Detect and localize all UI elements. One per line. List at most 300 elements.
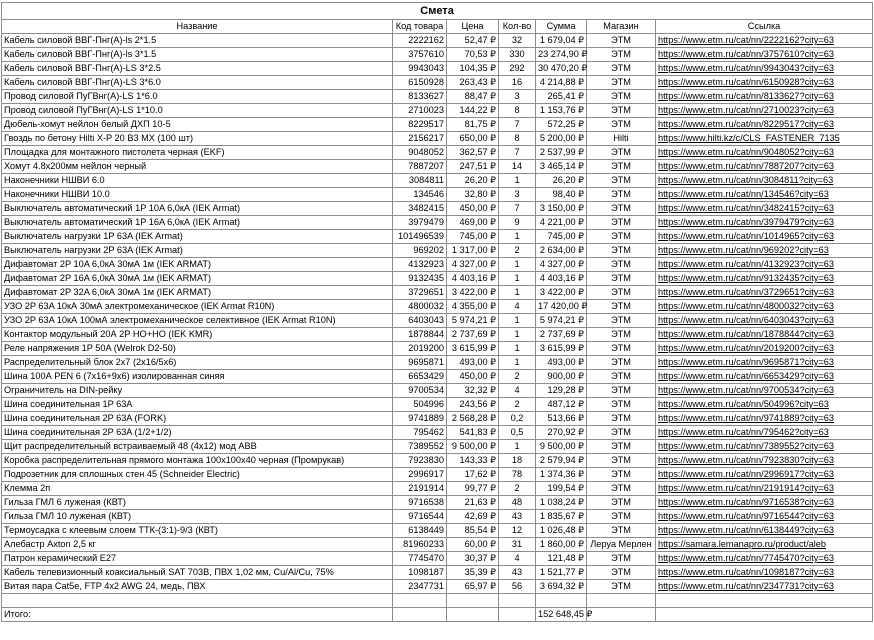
item-shop-cell[interactable]: ЭТМ [587,482,656,496]
item-price-cell[interactable]: 81,75 ₽ [447,118,499,132]
item-qty-cell[interactable]: 2 [499,398,536,412]
item-price-cell[interactable]: 52,47 ₽ [447,34,499,48]
item-price-cell[interactable]: 247,51 ₽ [447,160,499,174]
item-price-cell[interactable]: 70,53 ₽ [447,48,499,62]
item-code-cell[interactable]: 504996 [393,398,447,412]
item-shop-cell[interactable]: ЭТМ [587,272,656,286]
item-shop-cell[interactable]: ЭТМ [587,356,656,370]
item-sum-cell[interactable]: 3 422,00 ₽ [536,286,587,300]
item-price-cell[interactable]: 469,00 ₽ [447,216,499,230]
item-sum-cell[interactable]: 9 500,00 ₽ [536,440,587,454]
item-code-cell[interactable]: 969202 [393,244,447,258]
item-name-cell[interactable]: Площадка для монтажного пистолета черная (EKF) [2,146,393,160]
item-qty-cell[interactable]: 330 [499,48,536,62]
item-sum-cell[interactable]: 17 420,00 ₽ [536,300,587,314]
item-shop-cell[interactable]: ЭТМ [587,370,656,384]
item-price-cell[interactable]: 450,00 ₽ [447,370,499,384]
empty-cell[interactable] [536,594,587,608]
item-qty-cell[interactable]: 56 [499,580,536,594]
item-code-cell[interactable]: 7923830 [393,454,447,468]
item-name-cell[interactable]: Алебастр Axton 2,5 кг [2,538,393,552]
item-name-cell[interactable]: Щит распределительный встраиваемый 48 (4x12) мод ABB [2,440,393,454]
item-price-cell[interactable]: 3 615,99 ₽ [447,342,499,356]
item-qty-cell[interactable]: 1 [499,328,536,342]
item-shop-cell[interactable]: ЭТМ [587,48,656,62]
item-link[interactable]: https://www.etm.ru/cat/nn/3979479?city=63 [656,216,873,230]
item-qty-cell[interactable]: 18 [499,454,536,468]
item-name-cell[interactable]: Выключатель автоматический 1P 10A 6,0кА (IEK Armat) [2,202,393,216]
item-code-cell[interactable]: 134546 [393,188,447,202]
item-shop-cell[interactable]: ЭТМ [587,258,656,272]
item-name-cell[interactable]: Ограничитель на DIN-рейку [2,384,393,398]
item-shop-cell[interactable]: ЭТМ [587,216,656,230]
item-qty-cell[interactable]: 7 [499,118,536,132]
item-shop-cell[interactable]: ЭТМ [587,580,656,594]
item-code-cell[interactable]: 9048052 [393,146,447,160]
item-qty-cell[interactable]: 7 [499,146,536,160]
item-shop-cell[interactable]: ЭТМ [587,104,656,118]
item-link[interactable]: https://www.etm.ru/cat/nn/6653429?city=63 [656,370,873,384]
empty-cell[interactable] [656,594,873,608]
item-link[interactable]: https://www.etm.ru/cat/nn/9716538?city=63 [656,496,873,510]
item-qty-cell[interactable]: 43 [499,510,536,524]
item-name-cell[interactable]: Шина соединительная 1P 63A [2,398,393,412]
item-sum-cell[interactable]: 270,92 ₽ [536,426,587,440]
item-code-cell[interactable]: 2347731 [393,580,447,594]
item-name-cell[interactable]: Дифавтомат 2P 10A 6,0кА 30мА 1м (IEK ARMAT) [2,258,393,272]
item-name-cell[interactable]: Кабель силовой ВВГ-Пнг(А)-ls 2*1.5 [2,34,393,48]
empty-cell[interactable] [2,594,393,608]
item-price-cell[interactable]: 30,37 ₽ [447,552,499,566]
item-sum-cell[interactable]: 4 403,16 ₽ [536,272,587,286]
item-price-cell[interactable]: 60,00 ₽ [447,538,499,552]
item-price-cell[interactable]: 21,63 ₽ [447,496,499,510]
item-code-cell[interactable]: 7887207 [393,160,447,174]
item-link[interactable]: https://www.etm.ru/cat/nn/134546?city=63 [656,188,873,202]
item-link[interactable]: https://www.etm.ru/cat/nn/8133627?city=63 [656,90,873,104]
item-link[interactable]: https://www.etm.ru/cat/nn/6403043?city=63 [656,314,873,328]
item-code-cell[interactable]: 6403043 [393,314,447,328]
item-name-cell[interactable]: Кабель силовой ВВГ-Пнг(А)-ls 3*1.5 [2,48,393,62]
item-qty-cell[interactable]: 7 [499,202,536,216]
item-sum-cell[interactable]: 3 150,00 ₽ [536,202,587,216]
item-sum-cell[interactable]: 1 521,77 ₽ [536,566,587,580]
item-link[interactable]: https://www.etm.ru/cat/nn/6150928?city=63 [656,76,873,90]
item-price-cell[interactable]: 2 737,69 ₽ [447,328,499,342]
item-price-cell[interactable]: 32,80 ₽ [447,188,499,202]
item-name-cell[interactable]: Выключатель нагрузки 2P 63A (IEK Armat) [2,244,393,258]
item-code-cell[interactable]: 81960233 [393,538,447,552]
item-link[interactable]: https://www.etm.ru/cat/nn/504996?city=63 [656,398,873,412]
item-link[interactable]: https://www.etm.ru/cat/nn/9132435?city=63 [656,272,873,286]
item-qty-cell[interactable]: 1 [499,314,536,328]
item-name-cell[interactable]: Провод силовой ПуГВнг(А)-LS 1*6.0 [2,90,393,104]
item-name-cell[interactable]: Гильза ГМЛ 10 луженая (КВТ) [2,510,393,524]
item-qty-cell[interactable]: 2 [499,370,536,384]
item-name-cell[interactable]: Кабель силовой ВВГ-Пнг(А)-LS 3*6.0 [2,76,393,90]
item-link[interactable]: https://www.hilti.kz/c/CLS_FASTENER_7135 [656,132,873,146]
total-value[interactable]: 152 648,45 ₽ [536,608,587,622]
item-sum-cell[interactable]: 493,00 ₽ [536,356,587,370]
item-price-cell[interactable]: 65,97 ₽ [447,580,499,594]
item-name-cell[interactable]: Дифавтомат 2P 16A 6,0кА 30мА 1м (IEK ARMAT) [2,272,393,286]
item-qty-cell[interactable]: 1 [499,356,536,370]
item-link[interactable]: https://www.etm.ru/cat/nn/9943043?city=63 [656,62,873,76]
item-code-cell[interactable]: 3757610 [393,48,447,62]
item-shop-cell[interactable]: ЭТМ [587,62,656,76]
item-qty-cell[interactable]: 8 [499,132,536,146]
item-price-cell[interactable]: 4 355,00 ₽ [447,300,499,314]
item-code-cell[interactable]: 9132435 [393,272,447,286]
item-price-cell[interactable]: 650,00 ₽ [447,132,499,146]
empty-cell[interactable] [499,594,536,608]
item-link[interactable]: https://www.etm.ru/cat/nn/7745470?city=63 [656,552,873,566]
item-shop-cell[interactable]: ЭТМ [587,244,656,258]
item-qty-cell[interactable]: 31 [499,538,536,552]
item-code-cell[interactable]: 6138449 [393,524,447,538]
item-link[interactable]: https://www.etm.ru/cat/nn/2347731?city=63 [656,580,873,594]
item-price-cell[interactable]: 5 974,21 ₽ [447,314,499,328]
item-code-cell[interactable]: 3729651 [393,286,447,300]
header-name[interactable]: Название [2,20,393,34]
item-shop-cell[interactable]: ЭТМ [587,552,656,566]
item-shop-cell[interactable]: ЭТМ [587,314,656,328]
item-code-cell[interactable]: 3979479 [393,216,447,230]
empty-cell[interactable] [587,608,656,622]
item-code-cell[interactable]: 2019200 [393,342,447,356]
item-name-cell[interactable]: Шина 100А PEN 6 (7x16+9x6) изолированная синяя [2,370,393,384]
empty-cell[interactable] [393,594,447,608]
item-qty-cell[interactable]: 4 [499,300,536,314]
item-qty-cell[interactable]: 1 [499,174,536,188]
item-name-cell[interactable]: Кабель силовой ВВГ-Пнг(А)-LS 3*2.5 [2,62,393,76]
item-sum-cell[interactable]: 572,25 ₽ [536,118,587,132]
item-name-cell[interactable]: Провод силовой ПуГВнг(А)-LS 1*10.0 [2,104,393,118]
item-name-cell[interactable]: Распределительный блок 2x7 (2x16/5x6) [2,356,393,370]
item-link[interactable]: https://www.etm.ru/cat/nn/2996917?city=63 [656,468,873,482]
item-sum-cell[interactable]: 1 153,76 ₽ [536,104,587,118]
item-link[interactable]: https://www.etm.ru/cat/nn/8229517?city=63 [656,118,873,132]
item-sum-cell[interactable]: 1 860,00 ₽ [536,538,587,552]
header-shop[interactable]: Магазин [587,20,656,34]
item-name-cell[interactable]: УЗО 2P 63A 10кА 100мА электромеханическое селективное (IEK Armat R10N) [2,314,393,328]
item-sum-cell[interactable]: 513,66 ₽ [536,412,587,426]
item-price-cell[interactable]: 4 403,16 ₽ [447,272,499,286]
item-price-cell[interactable]: 104,35 ₽ [447,62,499,76]
item-shop-cell[interactable]: ЭТМ [587,118,656,132]
item-code-cell[interactable]: 7745470 [393,552,447,566]
item-shop-cell[interactable]: ЭТМ [587,342,656,356]
item-qty-cell[interactable]: 1 [499,258,536,272]
item-link[interactable]: https://www.etm.ru/cat/nn/2710023?city=63 [656,104,873,118]
item-qty-cell[interactable]: 3 [499,90,536,104]
item-name-cell[interactable]: Выключатель автоматический 1P 16A 6,0кА (IEK Armat) [2,216,393,230]
item-price-cell[interactable]: 243,56 ₽ [447,398,499,412]
total-label[interactable]: Итого: [2,608,393,622]
item-price-cell[interactable]: 745,00 ₽ [447,230,499,244]
item-name-cell[interactable]: Дюбель-хомут нейлон белый ДХП 10-5 [2,118,393,132]
empty-cell[interactable] [447,594,499,608]
item-code-cell[interactable]: 2710023 [393,104,447,118]
item-sum-cell[interactable]: 2 737,69 ₽ [536,328,587,342]
item-name-cell[interactable]: Дифавтомат 2P 32A 6,0кА 30мА 1м (IEK ARMAT) [2,286,393,300]
item-link[interactable]: https://www.etm.ru/cat/nn/7887207?city=63 [656,160,873,174]
item-link[interactable]: https://www.etm.ru/cat/nn/4800032?city=63 [656,300,873,314]
item-price-cell[interactable]: 35,39 ₽ [447,566,499,580]
item-link[interactable]: https://www.etm.ru/cat/nn/1014965?city=63 [656,230,873,244]
item-qty-cell[interactable]: 43 [499,566,536,580]
item-name-cell[interactable]: Кабель телевизионный коаксиальный SAT 703B, ПВХ 1,02 мм, Cu/Al/Cu, 75% [2,566,393,580]
item-sum-cell[interactable]: 4 221,00 ₽ [536,216,587,230]
item-qty-cell[interactable]: 0,2 [499,412,536,426]
item-link[interactable]: https://www.etm.ru/cat/nn/3084811?city=63 [656,174,873,188]
item-shop-cell[interactable]: ЭТМ [587,160,656,174]
item-shop-cell[interactable]: ЭТМ [587,566,656,580]
item-shop-cell[interactable]: ЭТМ [587,384,656,398]
item-qty-cell[interactable]: 14 [499,160,536,174]
item-link[interactable]: https://www.etm.ru/cat/nn/9695871?city=63 [656,356,873,370]
item-price-cell[interactable]: 144,22 ₽ [447,104,499,118]
item-qty-cell[interactable]: 292 [499,62,536,76]
item-price-cell[interactable]: 143,33 ₽ [447,454,499,468]
item-shop-cell[interactable]: ЭТМ [587,454,656,468]
item-price-cell[interactable]: 32,32 ₽ [447,384,499,398]
item-name-cell[interactable]: Контактор модульный 20А 2Р НО+НО (IEK KMR) [2,328,393,342]
item-shop-cell[interactable]: ЭТМ [587,426,656,440]
item-name-cell[interactable]: Наконечники НШВИ 10.0 [2,188,393,202]
item-qty-cell[interactable]: 1 [499,342,536,356]
item-code-cell[interactable]: 2996917 [393,468,447,482]
item-shop-cell[interactable]: ЭТМ [587,34,656,48]
item-sum-cell[interactable]: 2 579,94 ₽ [536,454,587,468]
item-code-cell[interactable]: 3482415 [393,202,447,216]
item-link[interactable]: https://www.etm.ru/cat/nn/9048052?city=63 [656,146,873,160]
item-price-cell[interactable]: 9 500,00 ₽ [447,440,499,454]
item-price-cell[interactable]: 42,69 ₽ [447,510,499,524]
item-link[interactable]: https://www.etm.ru/cat/nn/2191914?city=63 [656,482,873,496]
item-shop-cell[interactable]: ЭТМ [587,188,656,202]
item-shop-cell[interactable]: ЭТМ [587,524,656,538]
item-shop-cell[interactable]: ЭТМ [587,300,656,314]
item-sum-cell[interactable]: 5 200,00 ₽ [536,132,587,146]
item-name-cell[interactable]: УЗО 2P 63A 10кА 30мА электромеханическое (IEK Armat R10N) [2,300,393,314]
item-shop-cell[interactable]: ЭТМ [587,286,656,300]
item-sum-cell[interactable]: 4 327,00 ₽ [536,258,587,272]
item-qty-cell[interactable]: 3 [499,188,536,202]
item-shop-cell[interactable]: ЭТМ [587,496,656,510]
item-link[interactable]: https://www.etm.ru/cat/nn/4132923?city=63 [656,258,873,272]
item-code-cell[interactable]: 2191914 [393,482,447,496]
item-price-cell[interactable]: 263,43 ₽ [447,76,499,90]
item-name-cell[interactable]: Реле напряжения 1P 50A (Welrok D2-50) [2,342,393,356]
item-link[interactable]: https://www.etm.ru/cat/nn/9716544?city=63 [656,510,873,524]
item-sum-cell[interactable]: 1 038,24 ₽ [536,496,587,510]
empty-cell[interactable] [656,608,873,622]
item-link[interactable]: https://www.etm.ru/cat/nn/1878844?city=63 [656,328,873,342]
item-price-cell[interactable]: 26,20 ₽ [447,174,499,188]
item-name-cell[interactable]: Хомут 4.8x200мм нейлон черный [2,160,393,174]
item-sum-cell[interactable]: 199,54 ₽ [536,482,587,496]
item-qty-cell[interactable]: 1 [499,230,536,244]
item-shop-cell[interactable]: ЭТМ [587,510,656,524]
item-price-cell[interactable]: 17,62 ₽ [447,468,499,482]
item-name-cell[interactable]: Гильза ГМЛ 6 луженая (КВТ) [2,496,393,510]
item-shop-cell[interactable]: Hilti [587,132,656,146]
item-price-cell[interactable]: 2 568,28 ₽ [447,412,499,426]
item-price-cell[interactable]: 85,54 ₽ [447,524,499,538]
item-price-cell[interactable]: 541,83 ₽ [447,426,499,440]
item-sum-cell[interactable]: 26,20 ₽ [536,174,587,188]
item-name-cell[interactable]: Термоусадка с клеевым слоем ТТК-(3:1)-9/3 (КВТ) [2,524,393,538]
item-qty-cell[interactable]: 1 [499,286,536,300]
item-shop-cell[interactable]: ЭТМ [587,412,656,426]
item-sum-cell[interactable]: 98,40 ₽ [536,188,587,202]
item-name-cell[interactable]: Коробка распределительная прямого монтажа 100x100x40 черная (Промрукав) [2,454,393,468]
item-name-cell[interactable]: Выключатель нагрузки 1P 63A (IEK Armat) [2,230,393,244]
item-code-cell[interactable]: 8229517 [393,118,447,132]
header-qty[interactable]: Кол-во [499,20,536,34]
item-price-cell[interactable]: 450,00 ₽ [447,202,499,216]
item-qty-cell[interactable]: 4 [499,384,536,398]
item-sum-cell[interactable]: 2 537,99 ₽ [536,146,587,160]
item-qty-cell[interactable]: 1 [499,272,536,286]
item-sum-cell[interactable]: 23 274,90 ₽ [536,48,587,62]
item-link[interactable]: https://www.etm.ru/cat/nn/3757610?city=63 [656,48,873,62]
item-sum-cell[interactable]: 30 470,20 ₽ [536,62,587,76]
item-shop-cell[interactable]: ЭТМ [587,174,656,188]
empty-cell[interactable] [393,608,447,622]
item-link[interactable]: https://www.etm.ru/cat/nn/7923830?city=63 [656,454,873,468]
item-sum-cell[interactable]: 5 974,21 ₽ [536,314,587,328]
item-name-cell[interactable]: Гвоздь по бетону Hilti X-P 20 B3 MX (100 шт) [2,132,393,146]
header-link[interactable]: Ссылка [656,20,873,34]
item-code-cell[interactable]: 6653429 [393,370,447,384]
item-name-cell[interactable]: Витая пара Cat5e, FTP 4x2 AWG 24, медь, ПВХ [2,580,393,594]
item-shop-cell[interactable]: ЭТМ [587,90,656,104]
item-code-cell[interactable]: 9700534 [393,384,447,398]
item-shop-cell[interactable]: ЭТМ [587,468,656,482]
item-shop-cell[interactable]: ЭТМ [587,398,656,412]
header-sum[interactable]: Сумма [536,20,587,34]
item-name-cell[interactable]: Наконечники НШВИ 6.0 [2,174,393,188]
header-code[interactable]: Код товара [393,20,447,34]
item-name-cell[interactable]: Подрозетник для сплошных стен 45 (Schneider Electric) [2,468,393,482]
item-code-cell[interactable]: 795462 [393,426,447,440]
item-link[interactable]: https://www.etm.ru/cat/nn/9700534?city=63 [656,384,873,398]
item-code-cell[interactable]: 2222162 [393,34,447,48]
item-sum-cell[interactable]: 1 374,36 ₽ [536,468,587,482]
item-shop-cell[interactable]: ЭТМ [587,440,656,454]
item-sum-cell[interactable]: 1 835,67 ₽ [536,510,587,524]
item-price-cell[interactable]: 99,77 ₽ [447,482,499,496]
item-code-cell[interactable]: 4132923 [393,258,447,272]
item-code-cell[interactable]: 1878844 [393,328,447,342]
empty-cell[interactable] [447,608,499,622]
item-code-cell[interactable]: 3084811 [393,174,447,188]
item-code-cell[interactable]: 2156217 [393,132,447,146]
item-code-cell[interactable]: 9695871 [393,356,447,370]
item-link[interactable]: https://www.etm.ru/cat/nn/3729651?city=63 [656,286,873,300]
item-price-cell[interactable]: 1 317,00 ₽ [447,244,499,258]
item-name-cell[interactable]: Патрон керамический E27 [2,552,393,566]
item-code-cell[interactable]: 4800032 [393,300,447,314]
item-shop-cell[interactable]: ЭТМ [587,328,656,342]
item-sum-cell[interactable]: 487,12 ₽ [536,398,587,412]
item-link[interactable]: https://www.etm.ru/cat/nn/1098187?city=63 [656,566,873,580]
item-price-cell[interactable]: 493,00 ₽ [447,356,499,370]
item-qty-cell[interactable]: 2 [499,244,536,258]
item-link[interactable]: https://www.etm.ru/cat/nn/9741889?city=63 [656,412,873,426]
item-link[interactable]: https://www.etm.ru/cat/nn/7389552?city=63 [656,440,873,454]
item-link[interactable]: https://www.etm.ru/cat/nn/2222162?city=63 [656,34,873,48]
item-link[interactable]: https://www.etm.ru/cat/nn/3482415?city=63 [656,202,873,216]
item-sum-cell[interactable]: 3 694,32 ₽ [536,580,587,594]
empty-cell[interactable] [499,608,536,622]
item-qty-cell[interactable]: 1 [499,440,536,454]
item-link[interactable]: https://www.etm.ru/cat/nn/2019200?city=63 [656,342,873,356]
item-code-cell[interactable]: 7389552 [393,440,447,454]
item-qty-cell[interactable]: 4 [499,552,536,566]
item-sum-cell[interactable]: 745,00 ₽ [536,230,587,244]
item-shop-cell[interactable]: ЭТМ [587,230,656,244]
item-price-cell[interactable]: 4 327,00 ₽ [447,258,499,272]
item-qty-cell[interactable]: 48 [499,496,536,510]
item-code-cell[interactable]: 9741889 [393,412,447,426]
item-code-cell[interactable]: 8133627 [393,90,447,104]
item-qty-cell[interactable]: 0,5 [499,426,536,440]
item-sum-cell[interactable]: 2 634,00 ₽ [536,244,587,258]
item-price-cell[interactable]: 362,57 ₽ [447,146,499,160]
item-sum-cell[interactable]: 900,00 ₽ [536,370,587,384]
item-sum-cell[interactable]: 4 214,88 ₽ [536,76,587,90]
sheet-title[interactable]: Смета [2,3,873,20]
item-qty-cell[interactable]: 78 [499,468,536,482]
item-link[interactable]: https://www.etm.ru/cat/nn/969202?city=63 [656,244,873,258]
item-name-cell[interactable]: Шина соединительная 2P 63A (FORK) [2,412,393,426]
item-name-cell[interactable]: Клемма 2п [2,482,393,496]
item-sum-cell[interactable]: 3 615,99 ₽ [536,342,587,356]
item-link[interactable]: https://www.etm.ru/cat/nn/795462?city=63 [656,426,873,440]
item-qty-cell[interactable]: 32 [499,34,536,48]
item-sum-cell[interactable]: 3 465,14 ₽ [536,160,587,174]
item-shop-cell[interactable]: ЭТМ [587,202,656,216]
item-shop-cell[interactable]: Леруа Мерлен [587,538,656,552]
item-code-cell[interactable]: 9716538 [393,496,447,510]
item-qty-cell[interactable]: 12 [499,524,536,538]
item-sum-cell[interactable]: 129,28 ₽ [536,384,587,398]
item-link[interactable]: https://www.etm.ru/cat/nn/6138449?city=63 [656,524,873,538]
item-price-cell[interactable]: 88,47 ₽ [447,90,499,104]
item-qty-cell[interactable]: 8 [499,104,536,118]
header-price[interactable]: Цена [447,20,499,34]
item-sum-cell[interactable]: 1 026,48 ₽ [536,524,587,538]
item-code-cell[interactable]: 9716544 [393,510,447,524]
item-qty-cell[interactable]: 9 [499,216,536,230]
item-sum-cell[interactable]: 1 679,04 ₽ [536,34,587,48]
item-name-cell[interactable]: Шина соединительная 2P 63A (1/2+1/2) [2,426,393,440]
item-price-cell[interactable]: 3 422,00 ₽ [447,286,499,300]
item-code-cell[interactable]: 6150928 [393,76,447,90]
item-sum-cell[interactable]: 121,48 ₽ [536,552,587,566]
item-qty-cell[interactable]: 16 [499,76,536,90]
item-sum-cell[interactable]: 265,41 ₽ [536,90,587,104]
item-shop-cell[interactable]: ЭТМ [587,146,656,160]
item-code-cell[interactable]: 9943043 [393,62,447,76]
empty-cell[interactable] [587,594,656,608]
item-code-cell[interactable]: 1098187 [393,566,447,580]
item-qty-cell[interactable]: 2 [499,482,536,496]
item-link[interactable]: https://samara.lemanapro.ru/product/aleb [656,538,873,552]
